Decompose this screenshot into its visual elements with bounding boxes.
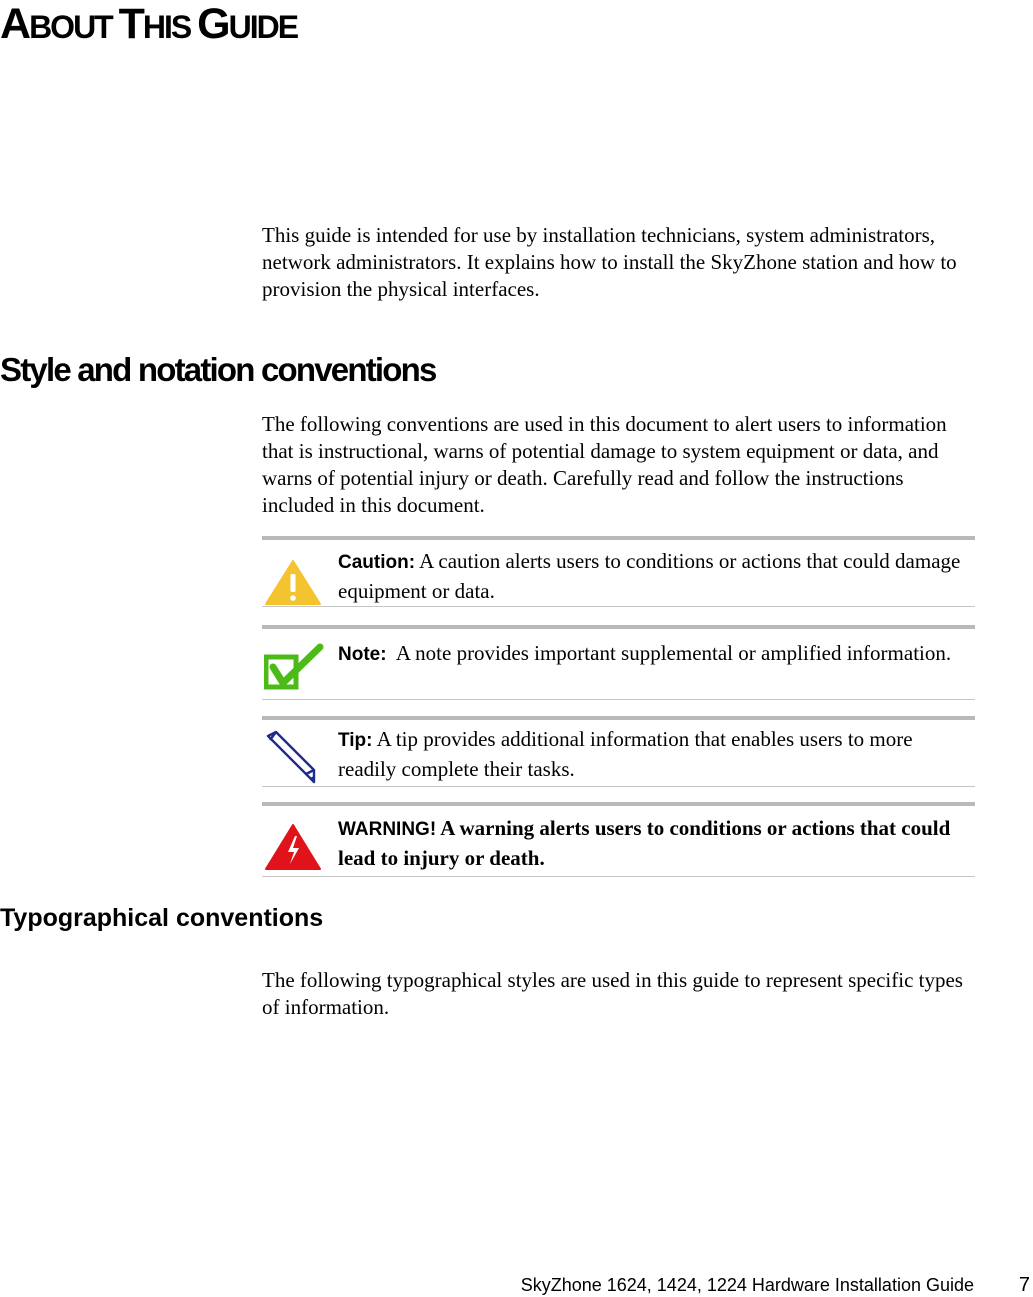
title-rest: HIS (142, 9, 198, 45)
typographical-section-heading: Typographical conventions (0, 904, 324, 932)
typographical-section-paragraph: The following typographical styles are used in this guide to represent specific types of information. (262, 968, 963, 1019)
warning-text (338, 814, 975, 872)
warning-label: WARNING! (338, 819, 437, 840)
tip-label: Tip: (338, 730, 373, 751)
caution-icon (264, 558, 322, 611)
title-cap: T (118, 0, 143, 48)
footer-title: SkyZhone 1624, 1424, 1224 Hardware Installation Guide (520, 1275, 974, 1295)
warning-icon (264, 822, 322, 877)
intro-paragraph: This guide is intended for use by installation technicians, system administrators, network administrators. It explains how to install the SkyZhone station and how to provision the physical interfaces. (262, 223, 957, 301)
style-section-paragraph: The following conventions are used in this document to alert users to information that is instructional, warns of potential damage to system equipment or data, and warns of potential injury or death. Carefully read and follow the instructions included in this document. (262, 412, 947, 517)
note-notice (262, 625, 975, 700)
note-description: A note provides important supplemental or amplified information. (386, 641, 952, 665)
title-cap: A (0, 0, 30, 48)
tip-notice (262, 716, 975, 787)
caution-text (338, 547, 975, 605)
warning-notice (262, 802, 975, 877)
title-rest: UIDE (228, 9, 298, 45)
caution-notice (262, 536, 975, 607)
tip-description: A tip provides additional information that enables users to more readily complete their tasks. (338, 727, 913, 781)
chapter-title (0, 2, 297, 49)
note-text (338, 639, 975, 669)
title-cap: G (197, 0, 229, 48)
tip-text (338, 725, 975, 783)
note-label: Note: (338, 644, 387, 665)
page-number: 7 (1018, 1274, 1030, 1296)
title-rest: BOUT (29, 9, 119, 45)
caution-description: A caution alerts users to conditions or actions that could damage equipment or data. (338, 549, 961, 603)
caution-label: Caution: (338, 552, 416, 573)
pencil-icon (264, 730, 320, 789)
page-footer (0, 1273, 1033, 1297)
style-section-heading: Style and notation conventions (0, 351, 436, 388)
warning-description: A warning alerts users to conditions or actions that could lead to injury or death. (338, 816, 951, 870)
checkmark-icon (264, 643, 324, 698)
